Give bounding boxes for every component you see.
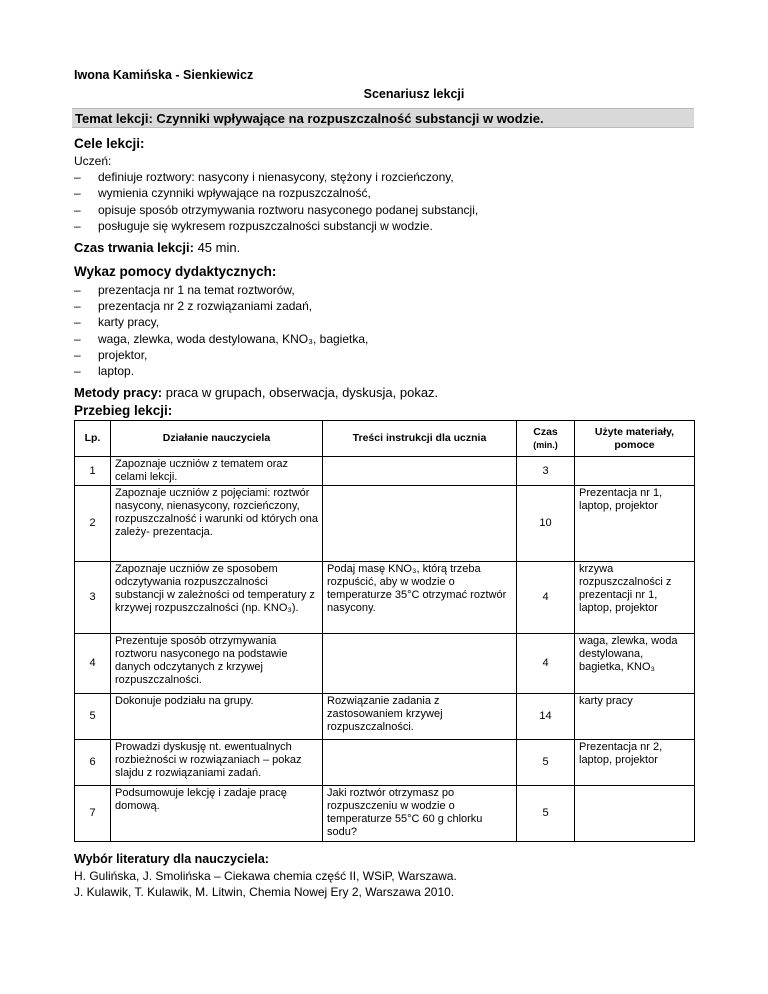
row-lp: 4 bbox=[75, 634, 111, 694]
aids-section bbox=[74, 264, 368, 379]
list-item: – prezentacja nr 1 na temat roztworów, bbox=[74, 282, 368, 298]
row-time: 14 bbox=[517, 694, 575, 740]
list-item: – prezentacja nr 2 z rozwiązaniami zadań, bbox=[74, 298, 368, 314]
methods bbox=[74, 385, 438, 400]
row-time: 10 bbox=[517, 486, 575, 562]
list-item: – karty pracy, bbox=[74, 314, 368, 330]
row-student bbox=[323, 457, 517, 486]
row-lp: 1 bbox=[75, 457, 111, 486]
lesson-topic bbox=[72, 108, 694, 128]
list-item: – definiuje roztwory: nasycony i nienasycony, stężony i rozcieńczony, bbox=[74, 169, 478, 185]
row-time: 4 bbox=[517, 562, 575, 634]
goals-list bbox=[74, 169, 478, 234]
goals-heading: Cele lekcji: bbox=[74, 136, 145, 151]
row-teacher: Prezentuje sposób otrzymywania roztworu nasyconego na podstawie danych odczytanych z krzywej rozpuszczalności. bbox=[111, 634, 323, 694]
literature-item: J. Kulawik, T. Kulawik, M. Litwin, Chemia Nowej Ery 2, Warszawa 2010. bbox=[74, 885, 455, 899]
row-student: Rozwiązanie zadania z zastosowaniem krzywej rozpuszczalności. bbox=[323, 694, 517, 740]
row-teacher: Prowadzi dyskusję nt. ewentualnych rozbieżności w rozwiązaniach – pokaz slajdu z rozwiązaniami zadań. bbox=[111, 740, 323, 786]
aids-list bbox=[74, 282, 368, 379]
table-row bbox=[75, 786, 695, 842]
literature-heading: Wybór literatury dla nauczyciela: bbox=[74, 852, 269, 866]
table-row bbox=[75, 457, 695, 486]
row-teacher: Dokonuje podziału na grupy. bbox=[111, 694, 323, 740]
table-row bbox=[75, 740, 695, 786]
lesson-plan-table bbox=[74, 420, 695, 842]
topic-value: Czynniki wpływające na rozpuszczalność substancji w wodzie. bbox=[156, 111, 544, 126]
table-header-row bbox=[75, 421, 695, 457]
row-teacher: Zapoznaje uczniów z tematem oraz celami lekcji. bbox=[111, 457, 323, 486]
table-row bbox=[75, 634, 695, 694]
row-materials: Prezentacja nr 1, laptop, projektor bbox=[575, 486, 695, 562]
duration-value: 45 min. bbox=[193, 240, 241, 255]
row-teacher: Zapoznaje uczniów z pojęciami: roztwór nasycony, nienasycony, rozcieńczony, rozpuszczalność i warunki od których ona zależy- prezentacja. bbox=[111, 486, 323, 562]
table-row bbox=[75, 486, 695, 562]
row-materials: Prezentacja nr 2, laptop, projektor bbox=[575, 740, 695, 786]
table-row bbox=[75, 694, 695, 740]
row-lp: 6 bbox=[75, 740, 111, 786]
literature-section bbox=[74, 851, 457, 901]
duration bbox=[74, 240, 240, 255]
plan-heading-text: Przebieg lekcji: bbox=[74, 403, 173, 418]
column-header-materials: Użyte materiały, pomoce bbox=[575, 421, 695, 457]
row-student bbox=[323, 486, 517, 562]
row-student: Podaj masę KNO₃, którą trzeba rozpuścić, aby w wodzie o temperaturze 35°C otrzymać roztwór nasycony. bbox=[323, 562, 517, 634]
list-item: – posługuje się wykresem rozpuszczalności substancji w wodzie. bbox=[74, 218, 478, 234]
column-header-teacher: Działanie nauczyciela bbox=[111, 421, 323, 457]
row-student: Jaki roztwór otrzymasz po rozpuszczeniu w wodzie o temperaturze 55°C 60 g chlorku sodu? bbox=[323, 786, 517, 842]
row-student bbox=[323, 634, 517, 694]
methods-label: Metody pracy: bbox=[74, 385, 163, 400]
table-row bbox=[75, 562, 695, 634]
row-materials: waga, zlewka, woda destylowana, bagietka, KNO₃ bbox=[575, 634, 695, 694]
row-lp: 3 bbox=[75, 562, 111, 634]
duration-label: Czas trwania lekcji: bbox=[74, 240, 194, 255]
time-header-unit: (min.) bbox=[533, 439, 558, 450]
row-time: 3 bbox=[517, 457, 575, 486]
row-time: 5 bbox=[517, 786, 575, 842]
time-header-label: Czas bbox=[533, 425, 558, 438]
row-materials bbox=[575, 457, 695, 486]
row-materials: krzywa rozpuszczalności z prezentacji nr 1, laptop, projektor bbox=[575, 562, 695, 634]
goals-section bbox=[74, 136, 478, 234]
goals-intro: Uczeń: bbox=[74, 154, 112, 168]
row-lp: 2 bbox=[75, 486, 111, 562]
row-teacher: Podsumowuje lekcję i zadaje pracę domową. bbox=[111, 786, 323, 842]
row-time: 4 bbox=[517, 634, 575, 694]
author-name: Iwona Kamińska - Sienkiewicz bbox=[74, 68, 254, 82]
aids-heading: Wykaz pomocy dydaktycznych: bbox=[74, 264, 277, 279]
column-header-lp: Lp. bbox=[75, 421, 111, 457]
list-item: – laptop. bbox=[74, 363, 368, 379]
row-teacher: Zapoznaje uczniów ze sposobem odczytywania rozpuszczalności substancji w zależności od temperatury z krzywej rozpuszczalności (np. KNO₃). bbox=[111, 562, 323, 634]
topic-label: Temat lekcji: bbox=[75, 111, 153, 126]
list-item: – opisuje sposób otrzymywania roztworu nasyconego podanej substancji, bbox=[74, 202, 478, 218]
row-materials bbox=[575, 786, 695, 842]
column-header-time bbox=[517, 421, 575, 457]
list-item: – wymienia czynniki wpływające na rozpuszczalność, bbox=[74, 185, 478, 201]
row-student bbox=[323, 740, 517, 786]
plan-heading bbox=[74, 403, 172, 418]
column-header-student: Treści instrukcji dla ucznia bbox=[323, 421, 517, 457]
list-item: – waga, zlewka, woda destylowana, KNO₃, bagietka, bbox=[74, 331, 368, 347]
literature-item: H. Gulińska, J. Smolińska – Ciekawa chemia część II, WSiP, Warszawa. bbox=[74, 868, 457, 883]
row-materials: karty pracy bbox=[575, 694, 695, 740]
row-time: 5 bbox=[517, 740, 575, 786]
methods-value: praca w grupach, obserwacja, dyskusja, pokaz. bbox=[162, 385, 439, 400]
list-item: – projektor, bbox=[74, 347, 368, 363]
row-lp: 7 bbox=[75, 786, 111, 842]
document-title: Scenariusz lekcji bbox=[363, 87, 465, 101]
row-lp: 5 bbox=[75, 694, 111, 740]
